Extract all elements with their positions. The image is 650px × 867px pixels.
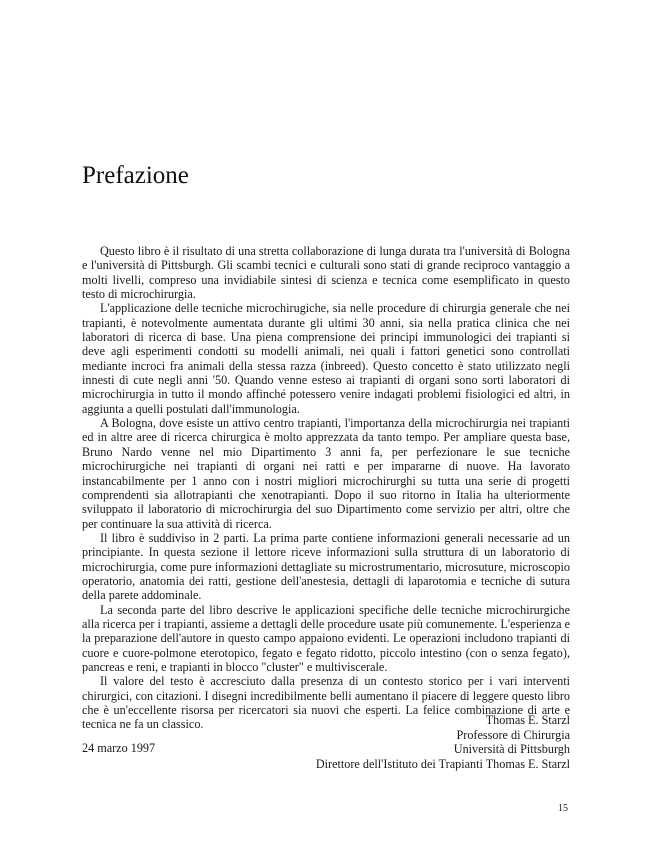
author-name: Thomas E. Starzl bbox=[485, 713, 570, 727]
paragraph-2: L'applicazione delle tecniche microchirugiche, sia nelle procedure di chirurgia generale che nei trapianti, è notevolmente aumentata durante gli ultimi 30 anni, sia nella pratica clinica che nei laboratori di ricerca di base. Una piena comprensione dei principi immunologici dei trapianti si deve agli esperimenti condotti su modelli animali, nei quali i fattori genetici sono controllati mediante incroci fra animali della stessa razza (inbreed). Questo concetto è stato utilizzato negli innesti di cute negli anni '50. Quando venne esteso ai trapianti di organi sono sorti laboratori di microchirurgia in tutto il mondo affinché potessero venire indagati problemi fisiologici ed altri, in aggiunta a quelli postulati dall'immunologia. bbox=[82, 301, 570, 416]
author-signature-block bbox=[316, 713, 570, 771]
author-title: Professore di Chirurgia bbox=[456, 727, 570, 742]
author-affiliation: Università di Pittsburgh bbox=[453, 742, 570, 756]
paragraph-3: A Bologna, dove esiste un attivo centro trapianti, l'importanza della microchirurgia nei trapianti ed in altre aree di ricerca chirurgica è molto apprezzata da tanto tempo. Per ampliare questa base, Bruno Nardo venne nel mio Dipartimento 3 anni fa, per perfezionare le sue tecniche microchirurgiche nei trapianti di organi nei ratti e per impararne di nuove. Ha lavorato instancabilmente per 1 anno con i nostri migliori microchirurghi su tutta una serie di progetti comprendenti sia allotrapianti che xenotrapianti. Dopo il suo ritorno in Italia ha ulteriormente sviluppato il laboratorio di microchirurgia del suo Dipartimento come servizio per altri, oltre che per continuare la sua attività di ricerca. bbox=[82, 416, 570, 531]
paragraph-4: Il libro è suddiviso in 2 parti. La prima parte contiene informazioni generali necessarie ad un principiante. In questa sezione il lettore riceve informazioni sulla struttura di un laboratorio di microchirurgia, come pure informazioni dettagliate su microstrumentario, microsuture, microscopio operatorio, anatomia dei ratti, gestione dell'anestesia, dettagli di laparotomia e tecniche di sutura della parete addominale. bbox=[82, 530, 570, 603]
preface-date: 24 marzo 1997 bbox=[82, 741, 156, 755]
paragraph-6: Il valore del testo è accresciuto dalla presenza di un contesto storico per i vari interventi chirurgici, con citazioni. I disegni incredibilmente belli aumentano il piacere di leggere questo libro che è un'eccellente risorsa per ricercatori sia nuovi che esperti. La felice combinazione di arte e tecnica ne fa un classico. bbox=[82, 674, 570, 732]
page-number: 15 bbox=[558, 803, 568, 814]
paragraph-1: Questo libro è il risultato di una stretta collaborazione di lunga durata tra l'università di Bologna e l'università di Pittsburgh. Gli scambi tecnici e culturali sono stati di grande reciproco vantaggio a molti livelli, compreso una invidiabile sintesi di scienza e tecnica come esemplificato in questo testo di microchirurgia. bbox=[82, 244, 570, 302]
page-title: Prefazione bbox=[82, 162, 189, 189]
paragraph-5: La seconda parte del libro descrive le applicazioni specifiche delle tecniche microchirurgiche alla ricerca per i trapianti, assieme a dettagli delle procedure usate più comunemente. L'esperienza e la preparazione dell'autore in questo campo appaiono evidenti. Le operazioni includono trapianti di cuore e cuore-polmone eterotopico, fegato e fegato ridotto, piccolo intestino (con o senza fegato), pancreas e reni, e trapianti in blocco "cluster" e multiviscerale. bbox=[82, 602, 570, 674]
preface-body bbox=[82, 244, 570, 732]
author-position: Direttore dell'Istituto dei Trapianti Thomas E. Starzl bbox=[315, 756, 570, 771]
